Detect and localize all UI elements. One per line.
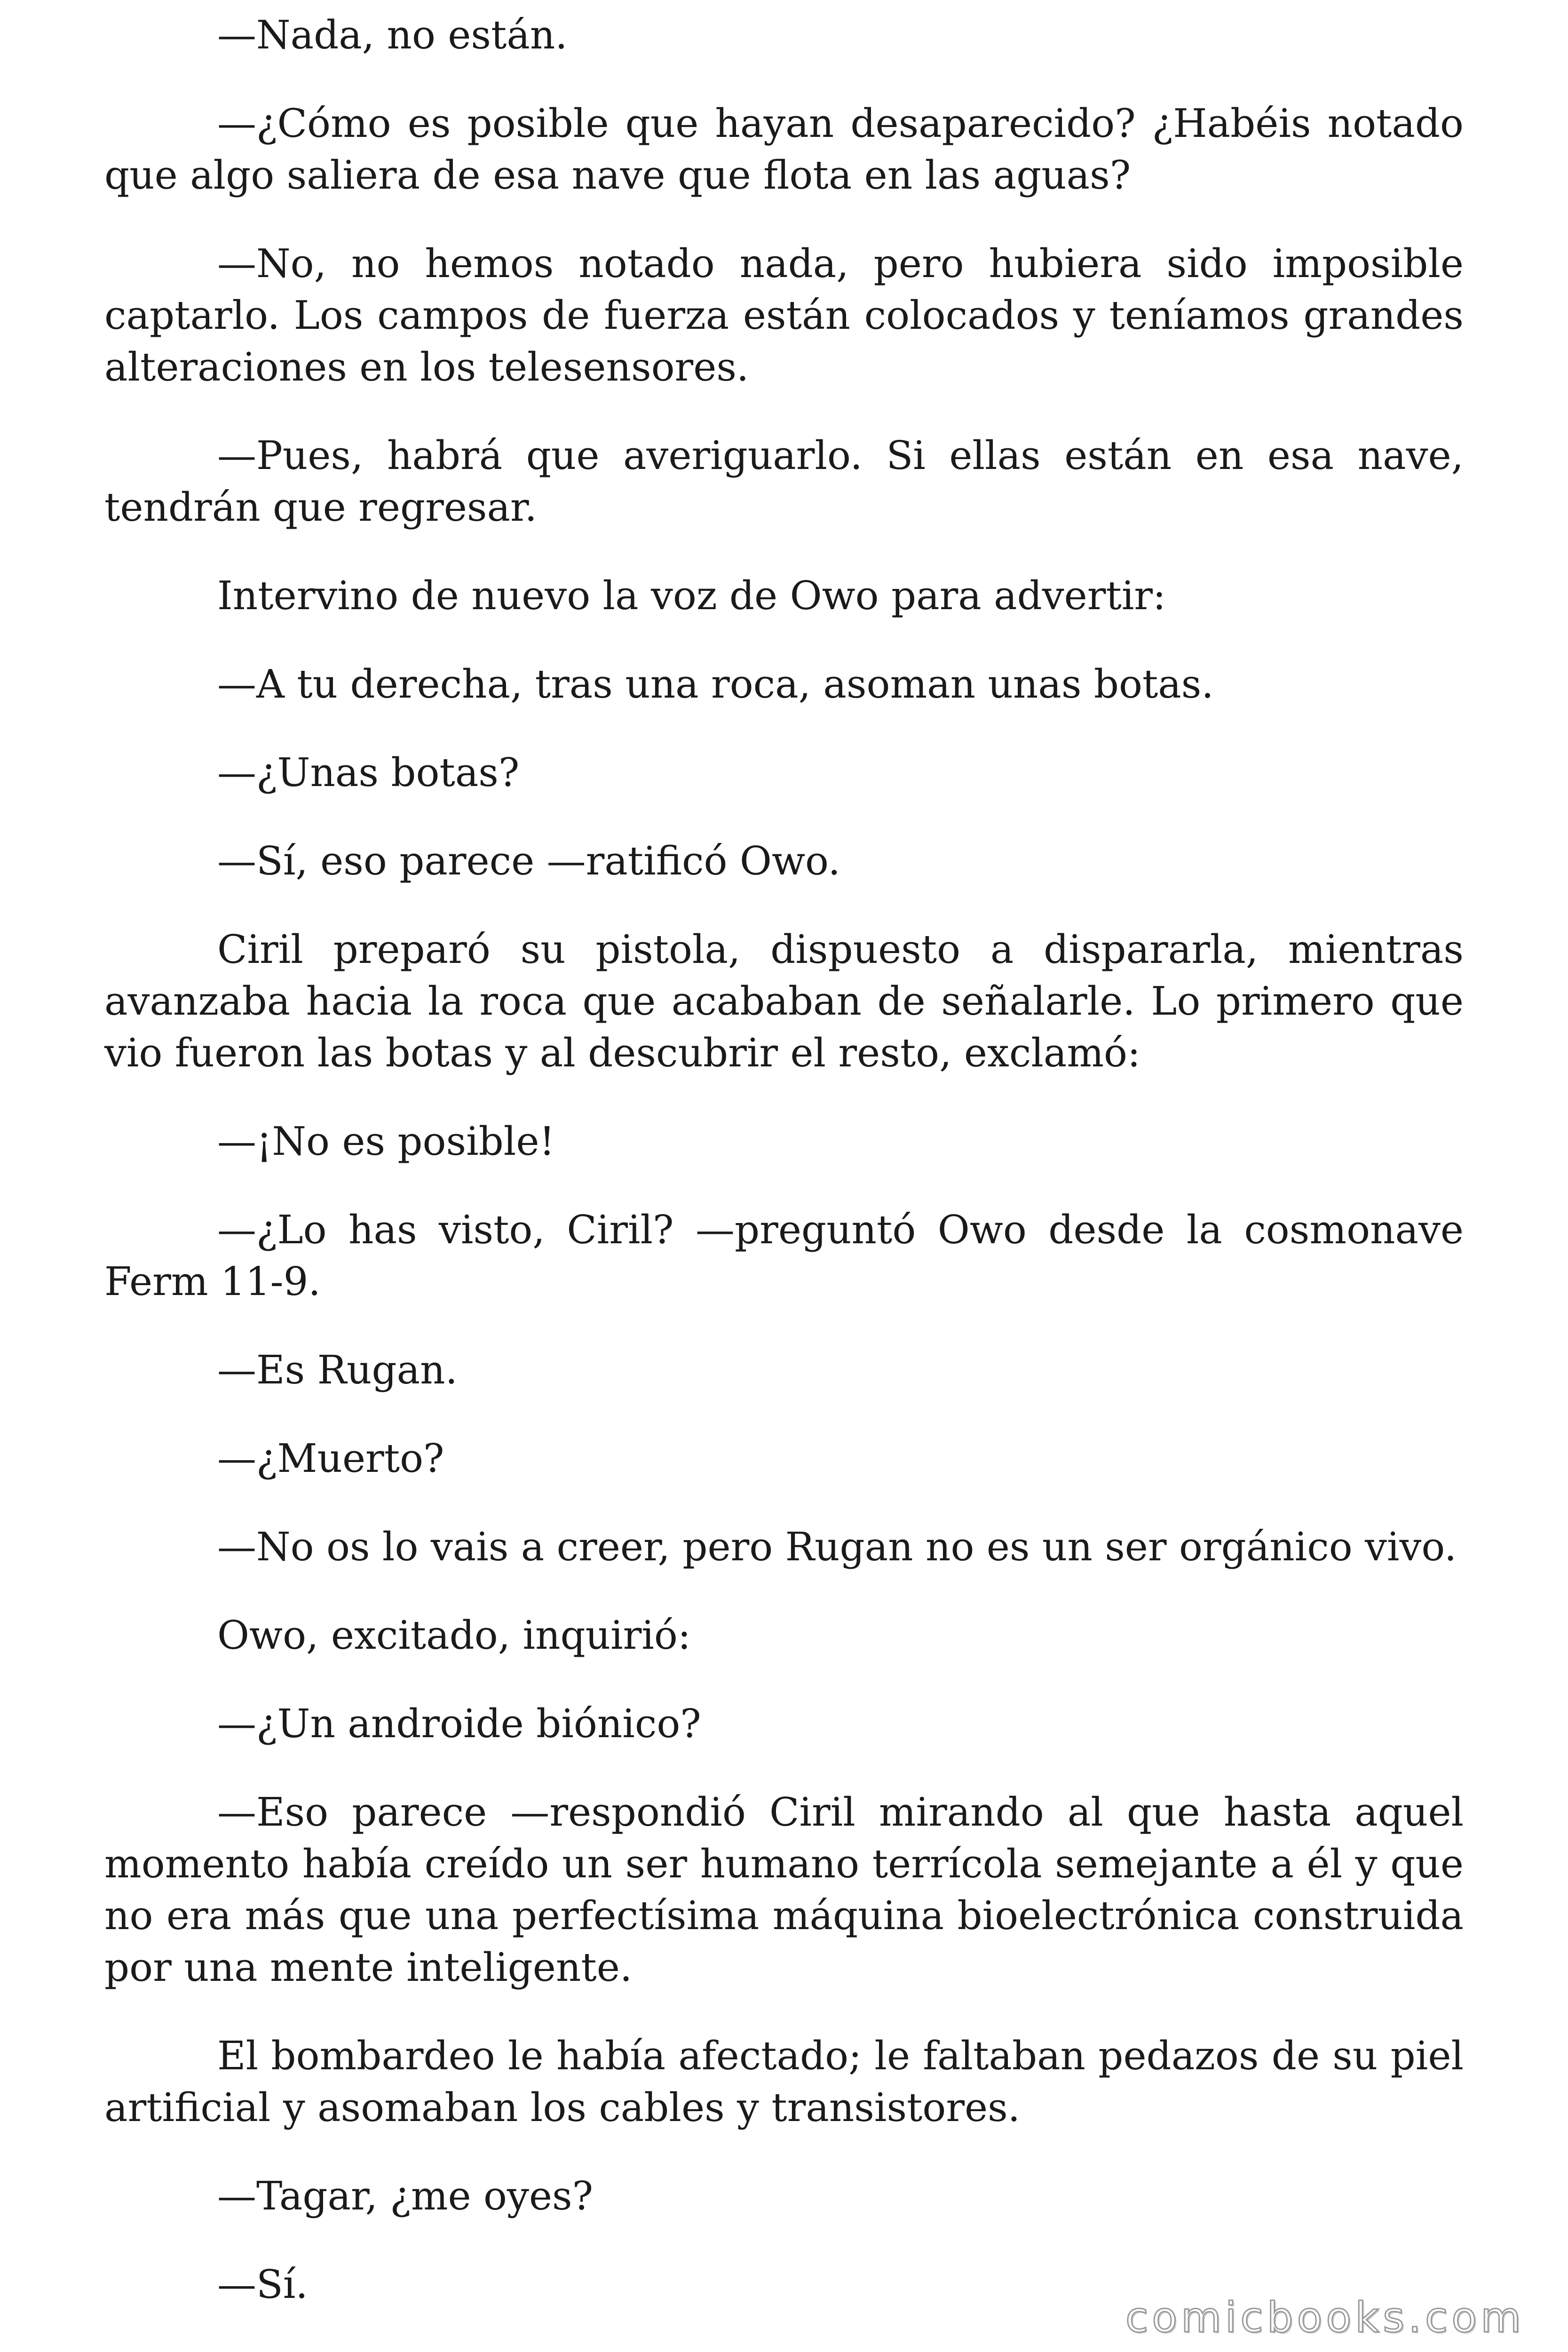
paragraph: —No, no hemos notado nada, pero hubiera sido imposible captarlo. Los campos de fuerza están colocados y teníamos grandes alteraciones en los telesensores.: [104, 241, 1464, 390]
paragraph: Owo, excitado, inquirió:: [217, 1613, 691, 1658]
watermark-logo: comicbooks.com: [1125, 2293, 1525, 2342]
paragraph: —Tagar, ¿me oyes?: [217, 2173, 594, 2219]
paragraph: —Es Rugan.: [217, 1347, 458, 1393]
paragraph: —A tu derecha, tras una roca, asoman unas botas.: [217, 661, 1214, 707]
paragraph: —Sí, eso parece —ratificó Owo.: [217, 838, 840, 884]
paragraph: —¿Muerto?: [217, 1436, 444, 1481]
paragraph: —Nada, no están.: [217, 12, 568, 58]
paragraph: —¿Cómo es posible que hayan desaparecido? ¿Habéis notado que algo saliera de esa nave que flota en las aguas?: [104, 101, 1464, 198]
paragraph: —¿Unas botas?: [217, 750, 520, 795]
paragraph: —Sí.: [217, 2262, 308, 2307]
paragraph: —¡No es posible!: [217, 1119, 555, 1164]
paragraph: Intervino de nuevo la voz de Owo para advertir:: [217, 573, 1166, 619]
paragraph: —¿Lo has visto, Ciril? —preguntó Owo desde la cosmonave Ferm 11-9.: [104, 1207, 1464, 1304]
paragraph: Ciril preparó su pistola, dispuesto a dispararla, mientras avanzaba hacia la roca que acababan de señalarle. Lo primero que vio fueron las botas y al descubrir el resto, exclamó:: [104, 927, 1464, 1076]
paragraph: El bombardeo le había afectado; le faltaban pedazos de su piel artificial y asomaban los cables y transistores.: [104, 2033, 1464, 2130]
paragraph: —Pues, habrá que averiguarlo. Si ellas están en esa nave, tendrán que regresar.: [104, 433, 1464, 530]
paragraph: —No os lo vais a creer, pero Rugan no es un ser orgánico vivo.: [217, 1524, 1457, 1570]
body-text: [104, 9, 1464, 2347]
paragraph: —Eso parece —respondió Ciril mirando al que hasta aquel momento había creído un ser humano terrícola semejante a él y que no era más que una perfectísima máquina bioelectrónica construida por una mente inteligente.: [104, 1789, 1464, 1990]
paragraph: —¿Un androide biónico?: [217, 1701, 701, 1747]
